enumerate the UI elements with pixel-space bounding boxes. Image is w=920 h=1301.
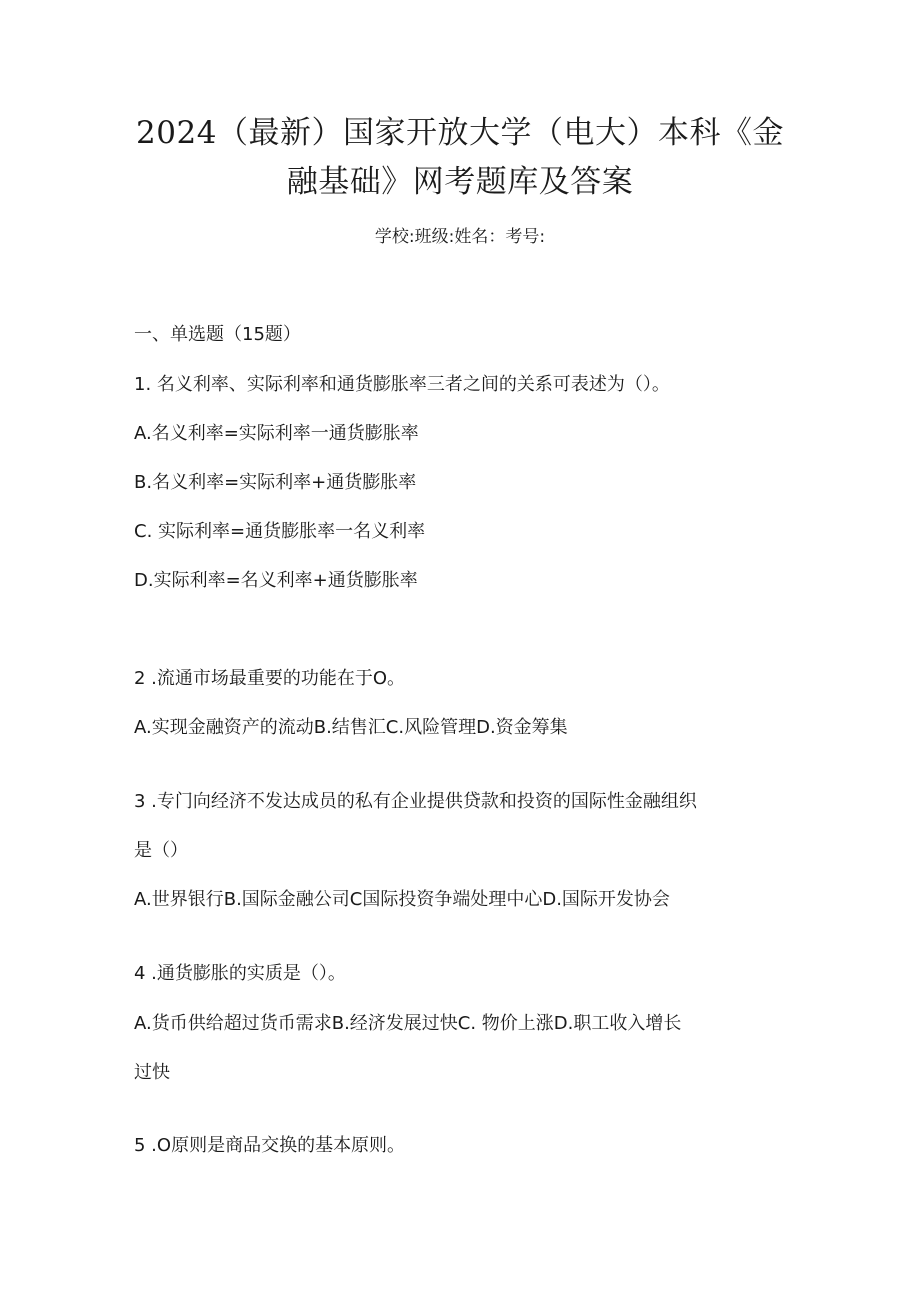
question-4-text: 4 .通货膨胀的实质是（）。	[134, 963, 346, 984]
question-1-text: 1. 名义利率、实际利率和通货膨胀率三者之间的关系可表述为（）。	[134, 374, 670, 395]
section-heading: 一、单选题（15题）	[134, 324, 301, 345]
question-3-text-continued: 是（）	[134, 840, 188, 861]
question-1-option-a: A.名义利率=实际利率一通货膨胀率	[134, 423, 419, 444]
question-5-text: 5 .O原则是商品交换的基本原则。	[134, 1135, 406, 1156]
question-1-option-c: C. 实际利率=通货膨胀率一名义利率	[134, 521, 426, 542]
question-1-option-d: D.实际利率=名义利率+通货膨胀率	[134, 570, 418, 591]
student-info-line: 学校:班级:姓名：考号:	[374, 227, 546, 247]
question-4-options-continued: 过快	[134, 1062, 170, 1083]
question-3-options: A.世界银行B.国际金融公司C国际投资争端处理中心D.国际开发协会	[134, 889, 670, 910]
question-2-options: A.实现金融资产的流动B.结售汇C.风险管理D.资金筹集	[134, 717, 568, 738]
document-title-line-1: 2024（最新）国家开放大学（电大）本科《金	[136, 115, 784, 151]
question-1-option-b: B.名义利率=实际利率+通货膨胀率	[134, 472, 417, 493]
question-3-text: 3 .专门向经济不发达成员的私有企业提供贷款和投资的国际性金融组织	[134, 791, 697, 812]
question-2-text: 2 .流通市场最重要的功能在于O。	[134, 668, 406, 689]
question-4-options: A.货币供给超过货币需求B.经济发展过快C. 物价上涨D.职工收入增长	[134, 1013, 682, 1034]
document-title-line-2: 融基础》网考题库及答案	[286, 164, 634, 200]
